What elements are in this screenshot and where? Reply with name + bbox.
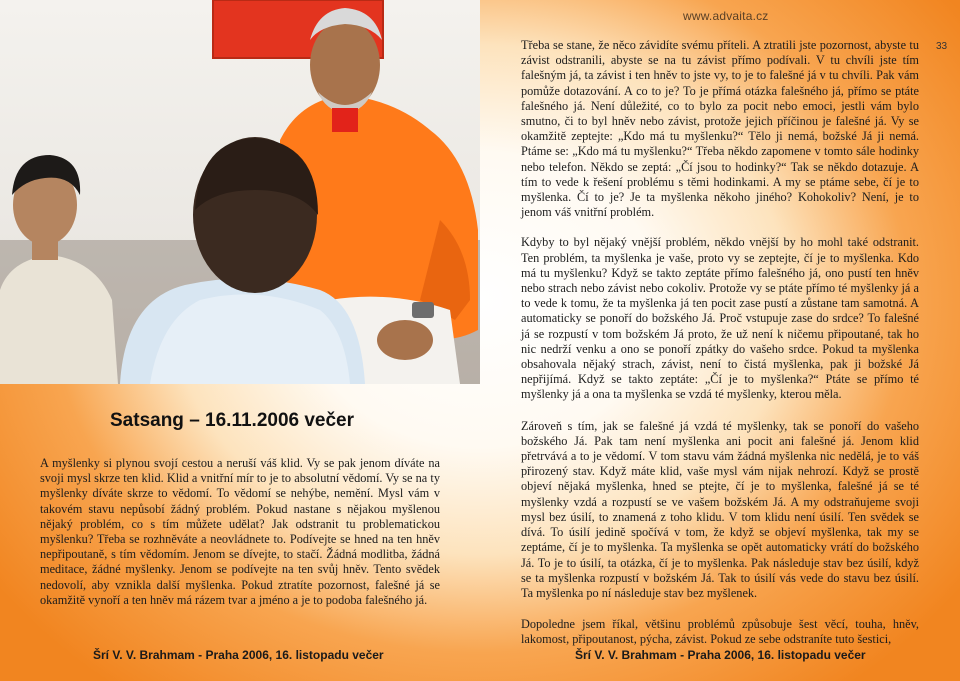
site-url[interactable]: www.advaita.cz bbox=[683, 9, 769, 23]
photo-illustration bbox=[0, 0, 480, 384]
left-column-text bbox=[40, 456, 440, 608]
page-number: 33 bbox=[936, 41, 948, 52]
right-paragraph-2: Kdyby to byl nějaký vnější problém, někdo vnější by ho mohl také odstranit. Ten problém, ta myšlenka je vaše, proto vy se zeptejte, čí je to myšlenka. Kdo má tu myšlenku? Když se takto zeptáte přímo falešného já, ono pustí ten hněv nebo strach nebo závist nebo cokoliv. Protože vy se ptáte přímo té myšlenky já a to vede k tomu, že ta myšlenka já ten pocit zase pustí a zůstane tam samotná. A automaticky se ponoří do božského Já. Proč vstupuje zase do srdce? To falešné já se rozpustí v tom božském Já proto, že už není k ničemu připoutané, tak ho nic nedrží venku a ono se ponoří zpátky do vašeho srdce. Pokud ta myšlenka obsahovala nějaký strach, závist, není to čistá myšlenka, pak ji božské Já nepřijímá. Když se takto zeptáte: „Čí je to myšlenka?“ Ptáte se přímo té myšlenky já a ona ta myšlenka se vzdá té myšlenky, kterou měla. bbox=[521, 235, 919, 402]
satsang-photo bbox=[0, 0, 480, 384]
right-paragraph-3: Zároveň s tím, jak se falešné já vzdá té myšlenky, tak se ponoří do vašeho božského Já. Pak tam není myšlenka ani pocit ani falešné já. Jenom klid přetrvává a to je vědomí. V tom stavu vám žádná myšlenka nic nedělá, je to váš přirozený stav. Když máte klid, vaše mysl vám nijak nehrozí. Když se prostě objeví nějaká myšlenka, hned se ptejte, čí je to myšlenka, falešné já se té myšlenky vzdá a rozpustí se ve vašem božském Já. A my odstraňujeme svoji mysl bez úsilí, to znamená z toho klidu. V tom klidu není úsilí. Ten svědek se dívá. To úsilí jedině spočívá v tom, že když se objeví myšlenka, tak my se zeptáme, čí je to myšlenka. Ta myšlenka se opět automaticky vrátí do božského Já. To je to úsilí, ta otázka, čí je to myšlenka. Pak následuje stav bez úsilí, když se ta myšlenka rozpustí v božském Já. Tak to úsilí vás vede do stavu bez úsilí. Ta myšlenka po ní následuje stav bez myšlenek. bbox=[521, 418, 919, 600]
right-paragraph-1: Třeba se stane, že něco závidíte svému příteli. A ztratili jste pozornost, abyste tu závist odstranili, abyste se na tu závist přímo podívali. V tu chvíli jste tím falešným já, ta závist i ten hněv to jste vy, to je to falešné já v tu chvíli. Pak vám pomůže dotazování. A co to je? To je přímá otázka falešného já, přímo se ptáte falešného já. Není důležité, co to bylo za pocit nebo emoci, jestli vám bylo smutno, či to byl hněv nebo závist, protože jejich příčinou je falešné já. Vy se okamžitě zeptejte: „Kdo má tu myšlenku?“ Tělo ji nemá, božské Já ji nemá. Ptáme se: „Kdo má tu myšlenku?“ Třeba někdo zapomene v tomto sále hodinky nebo telefon. Někdo se zeptá: „Čí jsou to hodinky?“ Tak se někdo dotazuje. A tím to vede k řešení problému s těmi hodinkami. A my se ptáme sebe, čí je to myšlenka. Čí to je? Je ta myšlenka někoho jiného? Kohokoliv? Není, je to jenom váš vnitřní problém. bbox=[521, 38, 919, 220]
footer-right: Šrí V. V. Brahmam - Praha 2006, 16. listopadu večer bbox=[575, 648, 866, 662]
right-paragraph-4: Dopoledne jsem říkal, většinu problémů způsobuje šest věcí, touha, hněv, lakomost, připoutanost, pýcha, závist. Pokud ze sebe odstraníte tuto šestici, bbox=[521, 617, 919, 647]
footer-left: Šrí V. V. Brahmam - Praha 2006, 16. listopadu večer bbox=[93, 648, 384, 662]
left-paragraph: A myšlenky si plynou svojí cestou a neruší váš klid. Vy se pak jenom díváte na svoji mysl skrze ten klid. Klid a vnitřní mír to je to absolutní vědomí. Vy se na ty myšlenky díváte skrze to vědomí. To vědomí se nehýbe, nemění. Mysl vám v takovém stavu nepůsobí žádný problém. Pokud nastane s nějakou myšlenou nějaký problém, co s tím můžete udělat? Jak odstranit tu problematickou myšlenku? Třeba se rozhněváte a neovládnete to. Podívejte se hned na ten hněv nepřipoutaně, s tím vědomím. Jenom se dívejte, to stačí. Žádná modlitba, žádná meditace, žádné myšlenky. Jenom se podívejte na ten svůj hněv. Tento svědek nedovolí, aby vznikla další myšlenka. Pokud ztratíte pozornost, falešné já se okamžitě vynoří a ten hněv má rázem tvar a jméno a je to podoba falešného já. bbox=[40, 456, 440, 607]
page-title: Satsang – 16.11.2006 večer bbox=[110, 410, 355, 431]
right-column-text bbox=[521, 38, 919, 648]
